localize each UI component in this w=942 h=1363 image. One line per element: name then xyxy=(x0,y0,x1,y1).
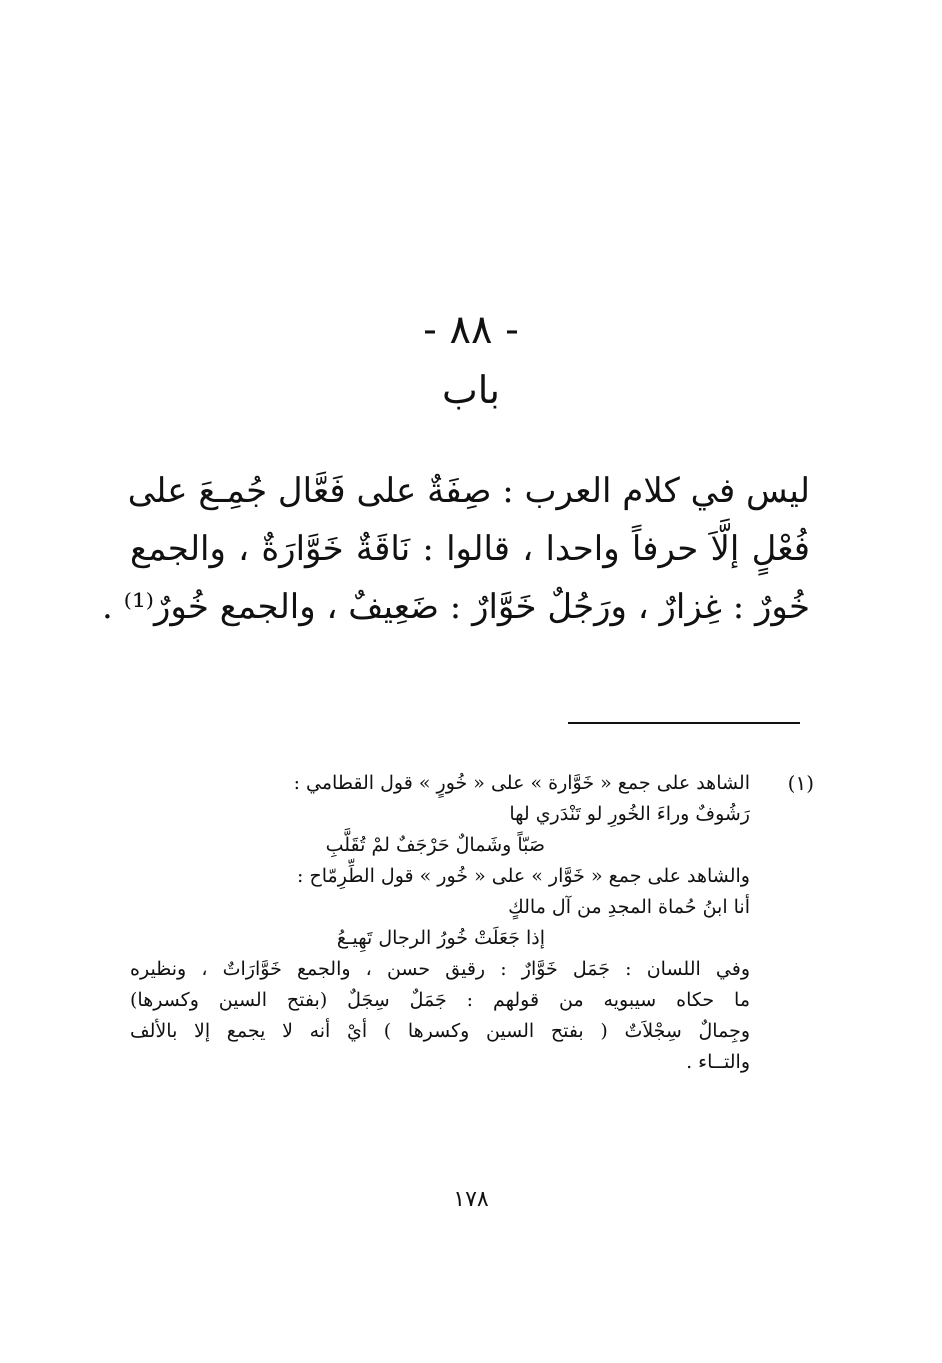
footnote-verse-line: إذا جَعَلَتْ خُورُ الرجال تَهِيـعُ xyxy=(336,927,545,949)
footnote-separator xyxy=(568,722,800,724)
footnote-line: والشاهد على جمع « خَوَّار » على « خُور » قول الطِّرِمّاح : xyxy=(297,865,750,887)
footnote-verse-line: صَبّاً وشَمالٌ حَرْجَفٌ لمْ تُقَلَّبِ xyxy=(325,834,545,856)
chapter-number: - ٨٨ - xyxy=(423,307,519,353)
footnote-verse-line: رَشُوفٌ وراءَ الخُورِ لو تَنْدَري لها xyxy=(509,803,750,825)
main-text-line: ليس في كلام العرب : صِفَةٌ على فَعَّال جُمِـعَ على xyxy=(127,471,810,511)
main-text xyxy=(101,462,810,636)
main-text-line: خُورٌ : غِزارٌ ، ورَجُلٌ خَوَّارٌ : ضَعِيفٌ ، والجمع خُورٌ⁽¹⁾ . xyxy=(101,587,810,627)
footnote-line: ما حكاه سيبويه من قولهم : جَمَلٌ سِجَلٌ (بفتح السين وكسرها) xyxy=(130,989,750,1011)
main-text-line: فُعْلٍ إلَّاَ حرفاً واحدا ، قالوا : نَاقَةٌ خَوَّارَةٌ ، والجمع xyxy=(130,529,810,569)
footnote-line: وجِمالٌ سِجْلاَتٌ ( بفتح السين وكسرها ) أيْ أنه لا يجمع إلا بالألف xyxy=(130,1020,750,1042)
chapter-heading: باب xyxy=(442,368,500,412)
page-number: ١٧٨ xyxy=(453,1187,489,1212)
footnote xyxy=(130,768,814,1078)
footnote-line: وفي اللسان : جَمَل خَوَّارٌ : رقيق حسن ، والجمع خَوَّارَاتٌ ، ونظيره xyxy=(130,958,750,980)
footnote-body xyxy=(130,768,750,1078)
footnote-marker: (١) xyxy=(787,771,814,795)
footnote-verse-line: أنا ابنُ حُماة المجدِ من آل مالكٍ xyxy=(508,896,750,918)
footnote-line: والتــاء . xyxy=(686,1051,750,1073)
footnote-line: الشاهد على جمع « خَوَّارة » على « خُورٍ » قول القطامي : xyxy=(293,772,750,794)
